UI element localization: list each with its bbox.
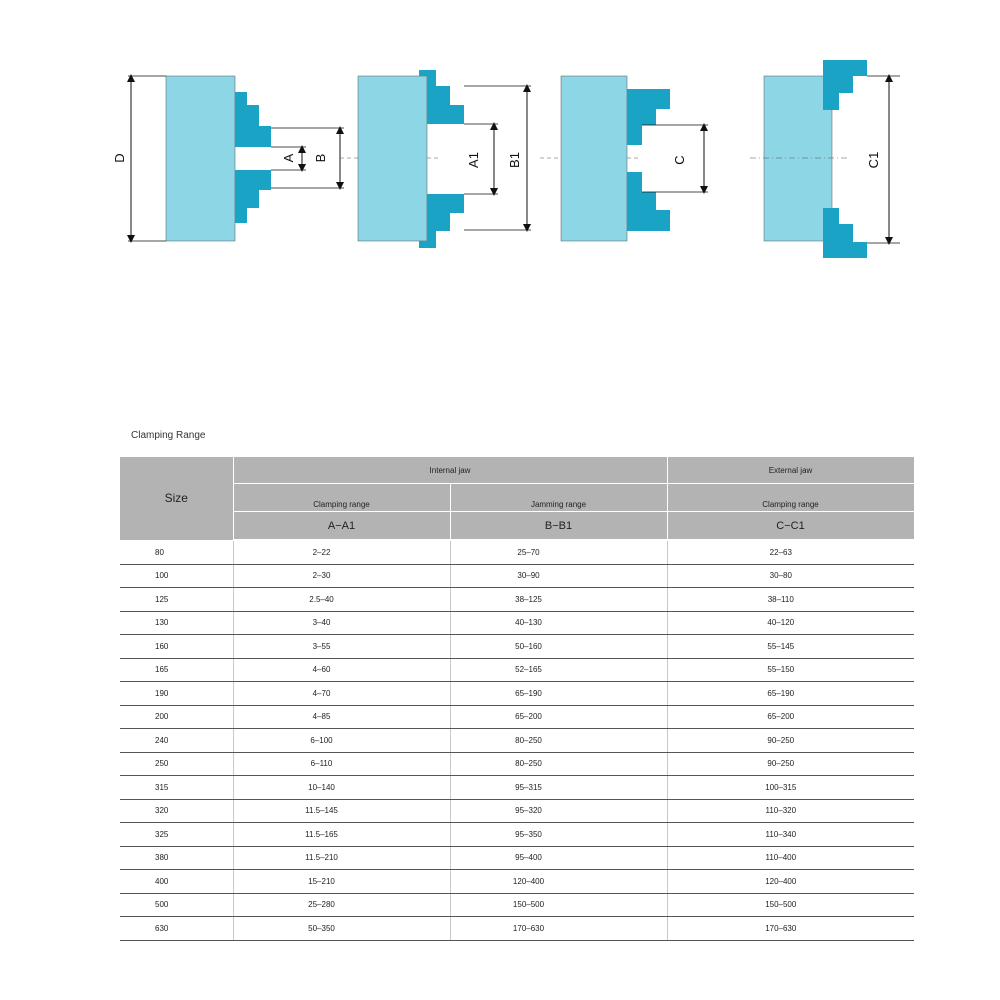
chuck-body [166,76,235,241]
table-row [120,729,914,753]
clamping-external-cell: 30–80 [667,564,914,588]
table-row [120,917,914,941]
header-internal-jaw: Internal jaw [233,457,667,484]
size-cell: 130 [120,611,233,635]
clamping-external-cell: 90–250 [667,752,914,776]
jamming-cell: 65–190 [450,682,667,706]
header-jamming-range: Jamming range [450,484,667,512]
clamping-external-cell: 110–340 [667,823,914,847]
size-cell: 240 [120,729,233,753]
dim-label-c1: C1 [866,151,881,169]
clamping-external-cell: 110–320 [667,799,914,823]
table-row [120,799,914,823]
clamping-external-cell: 55–150 [667,658,914,682]
figure-internal-clamping [112,76,344,241]
lower-jaw [823,208,867,258]
table-title: Clamping Range [131,430,206,441]
header-clamping-range-external: Clamping range [667,484,914,512]
jamming-cell: 80–250 [450,729,667,753]
table-row [120,752,914,776]
jamming-cell: 40–130 [450,611,667,635]
clamping-internal-cell: 4–70 [233,682,450,706]
clamping-external-cell: 55–145 [667,635,914,659]
size-cell: 80 [120,540,233,564]
size-cell: 250 [120,752,233,776]
size-cell: 315 [120,776,233,800]
table-body [120,540,914,940]
jamming-cell: 95–350 [450,823,667,847]
clamping-external-cell: 65–200 [667,705,914,729]
figure-internal-jamming [340,70,531,248]
size-cell: 125 [120,588,233,612]
table-row [120,611,914,635]
jamming-cell: 150–500 [450,893,667,917]
dim-label-d: D [112,153,127,163]
jamming-cell: 95–315 [450,776,667,800]
table-row [120,870,914,894]
clamping-external-cell: 22–63 [667,540,914,564]
table-row [120,682,914,706]
size-cell: 500 [120,893,233,917]
upper-jaw [235,92,271,147]
clamping-internal-cell: 25–280 [233,893,450,917]
jamming-cell: 80–250 [450,752,667,776]
header-code-a: A−A1 [233,512,450,541]
table-row [120,658,914,682]
size-cell: 380 [120,846,233,870]
clamping-internal-cell: 4–85 [233,705,450,729]
size-cell: 190 [120,682,233,706]
clamping-internal-cell: 15–210 [233,870,450,894]
dim-label-b: B [313,153,328,163]
clamping-external-cell: 150–500 [667,893,914,917]
table-row [120,893,914,917]
clamping-internal-cell: 2–30 [233,564,450,588]
clamping-internal-cell: 2.5–40 [233,588,450,612]
clamping-internal-cell: 6–100 [233,729,450,753]
clamping-external-cell: 65–190 [667,682,914,706]
clamping-internal-cell: 50–350 [233,917,450,941]
jamming-cell: 65–200 [450,705,667,729]
lower-jaw [235,170,271,223]
clamping-internal-cell: 6–110 [233,752,450,776]
dim-label-c: C [672,155,687,165]
size-cell: 400 [120,870,233,894]
size-cell: 165 [120,658,233,682]
jamming-cell: 170–630 [450,917,667,941]
clamping-internal-cell: 11.5–145 [233,799,450,823]
size-cell: 320 [120,799,233,823]
clamping-internal-cell: 4–60 [233,658,450,682]
clamping-internal-cell: 3–55 [233,635,450,659]
jamming-cell: 52–165 [450,658,667,682]
size-cell: 325 [120,823,233,847]
clamping-internal-cell: 3–40 [233,611,450,635]
jamming-cell: 30–90 [450,564,667,588]
table-row [120,588,914,612]
size-cell: 160 [120,635,233,659]
clamping-external-cell: 170–630 [667,917,914,941]
clamping-internal-cell: 2–22 [233,540,450,564]
clamping-external-cell: 38–110 [667,588,914,612]
header-external-jaw: External jaw [667,457,914,484]
header-clamping-range-internal: Clamping range [233,484,450,512]
jamming-cell: 95–320 [450,799,667,823]
table-row [120,540,914,564]
chuck-jaw-diagram [0,0,1000,300]
jamming-cell: 95–400 [450,846,667,870]
clamping-external-cell: 110–400 [667,846,914,870]
header-code-c: C−C1 [667,512,914,541]
jamming-cell: 50–160 [450,635,667,659]
header-size: Size [120,457,233,541]
clamping-external-cell: 40–120 [667,611,914,635]
jamming-cell: 120–400 [450,870,667,894]
table-row [120,823,914,847]
table-row [120,776,914,800]
size-cell: 630 [120,917,233,941]
figure-external-clamping [540,76,708,241]
lower-jaw [627,172,670,231]
table-row [120,635,914,659]
table-row [120,705,914,729]
clamping-internal-cell: 10–140 [233,776,450,800]
clamping-internal-cell: 11.5–210 [233,846,450,870]
dim-label-a1: A1 [466,152,481,168]
clamping-external-cell: 100–315 [667,776,914,800]
clamping-external-cell: 120–400 [667,870,914,894]
dim-label-b1: B1 [507,152,522,168]
clamping-internal-cell: 11.5–165 [233,823,450,847]
size-cell: 200 [120,705,233,729]
jamming-cell: 38–125 [450,588,667,612]
table-row [120,564,914,588]
clamping-range-table [120,456,915,941]
chuck-body [358,76,427,241]
chuck-body [764,76,832,241]
chuck-body [561,76,627,241]
upper-jaw [823,60,867,110]
jamming-cell: 25–70 [450,540,667,564]
dim-label-a: A [281,153,296,163]
upper-jaw [627,89,670,145]
clamping-external-cell: 90–250 [667,729,914,753]
size-cell: 100 [120,564,233,588]
header-code-b: B−B1 [450,512,667,541]
figure-external-large [750,60,900,258]
table-row [120,846,914,870]
